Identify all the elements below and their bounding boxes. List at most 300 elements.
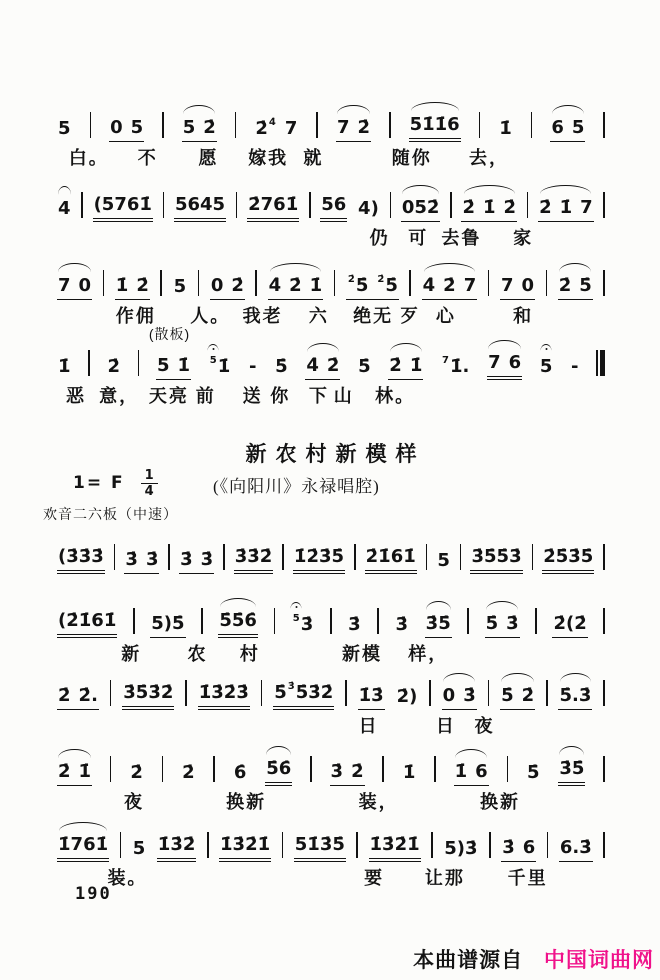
song2-title: 新农村新模样 <box>245 443 426 466</box>
note: 2̇ <box>365 546 379 567</box>
note: 7 <box>114 194 127 215</box>
note: 0 <box>401 197 415 218</box>
note: 7 <box>580 197 593 218</box>
note: 2̇ <box>58 761 71 782</box>
note: 3̇ <box>211 682 224 703</box>
note: 4 <box>200 194 213 215</box>
note: 6̇ <box>244 610 257 631</box>
note: 6 <box>508 352 522 373</box>
note: 1̇ <box>499 118 512 139</box>
barline <box>546 270 548 296</box>
note: ) <box>370 198 379 219</box>
note: 5 <box>294 834 308 855</box>
beam-group <box>336 116 371 142</box>
note-group <box>346 274 399 300</box>
beam-group <box>157 833 197 862</box>
beam-group <box>254 117 298 142</box>
barline <box>282 544 284 570</box>
note-group <box>454 760 489 786</box>
note-group <box>174 193 226 222</box>
beam-group <box>357 197 380 222</box>
note: 4 <box>358 198 371 219</box>
note: 2̇ <box>326 355 340 376</box>
final-barline <box>596 350 605 376</box>
note-group <box>542 545 594 574</box>
barline <box>603 832 605 858</box>
lyric-syllable: 换新 <box>226 792 267 812</box>
note-group <box>395 613 410 638</box>
beam-group <box>552 612 587 638</box>
note-group <box>234 545 274 574</box>
lyric-syllable: 家 <box>513 228 534 248</box>
note-group <box>294 833 346 862</box>
grace-note: 4̇ <box>268 117 276 128</box>
note: 5̇ <box>385 275 398 296</box>
note-group <box>129 761 144 786</box>
note: 5 <box>212 194 226 215</box>
note: 5 <box>130 117 144 138</box>
note: 5̇ <box>331 546 345 567</box>
lyric-syllable: 和 <box>513 306 534 326</box>
beam-group <box>539 355 554 380</box>
music-line <box>55 108 607 182</box>
note: 2̇ <box>306 546 319 567</box>
beam-group <box>461 196 517 222</box>
note: 2̇ <box>182 762 195 783</box>
notation-row <box>55 540 607 574</box>
note-group <box>210 274 245 300</box>
note: 2̇ <box>182 834 196 855</box>
note: 1̇ <box>293 546 307 567</box>
barline <box>603 756 605 782</box>
note: 6̇ <box>278 758 292 779</box>
note: 6 <box>126 194 140 215</box>
beam-group <box>294 833 346 862</box>
note: 3̇ <box>234 546 248 567</box>
note: 3̇ <box>66 546 79 567</box>
note-group <box>57 355 72 380</box>
beam-group <box>388 354 423 380</box>
barline <box>162 756 164 782</box>
note: 6 <box>447 114 460 135</box>
watermark-prefix: 本曲谱源自 <box>413 949 524 972</box>
note: 2̇ <box>389 355 402 376</box>
lyric-syllable: 可 <box>408 228 429 248</box>
note: 1̇ <box>285 194 299 215</box>
lyrics-row <box>55 640 607 666</box>
note: 3̇ <box>170 834 183 855</box>
lyric-syllable: 千里 <box>507 868 548 888</box>
beam-group <box>179 548 214 574</box>
beam-group <box>124 548 159 574</box>
note-group <box>150 612 185 638</box>
note-group <box>401 196 441 222</box>
note: 3̇ <box>236 682 249 703</box>
note: 4̇ <box>306 355 319 376</box>
note: 5 <box>571 117 585 138</box>
barline <box>431 832 433 858</box>
note: 2̇ <box>58 685 71 706</box>
note: 5̇ <box>579 275 592 296</box>
barline <box>138 350 140 376</box>
note: 5 <box>409 114 423 135</box>
barline <box>110 680 112 706</box>
note: 0 <box>521 275 534 296</box>
note: 2̇ <box>558 275 572 296</box>
barline <box>390 192 392 218</box>
note: 2̇ <box>357 117 370 138</box>
note: . <box>462 356 470 377</box>
beam-group <box>401 196 441 222</box>
music-line <box>55 188 607 262</box>
note: 1̇ <box>78 761 92 782</box>
beam-group <box>558 684 592 710</box>
barline <box>535 608 537 634</box>
beam-group <box>485 612 520 638</box>
beam-group <box>440 355 470 380</box>
barline <box>201 608 203 634</box>
note: 2̇ <box>521 685 535 706</box>
barline <box>489 832 491 858</box>
lyric-syllable: 要 <box>364 868 385 888</box>
note: 2̇ <box>107 356 121 377</box>
note-group <box>409 113 461 142</box>
barline <box>236 192 238 218</box>
lyric-syllable: 去鲁 <box>441 228 482 248</box>
note: 2̇ <box>443 275 456 296</box>
note: 5 <box>540 356 553 378</box>
note: 1̇ <box>115 275 129 296</box>
note: 2̇ <box>259 546 273 567</box>
lyrics-row <box>55 302 607 328</box>
note-group <box>558 274 593 300</box>
barline <box>255 270 257 296</box>
note: 7 <box>336 117 350 138</box>
beam-group <box>57 545 105 574</box>
beam-group <box>558 274 593 300</box>
note-group <box>369 833 421 862</box>
note: 5 <box>174 194 188 215</box>
note: 1̇ <box>559 197 573 218</box>
note: 6 <box>522 837 536 858</box>
barline <box>133 608 135 634</box>
lyric-syllable: 绝无 <box>353 306 394 326</box>
music-line <box>55 828 607 902</box>
tempo-annotation: (散板) <box>148 326 191 342</box>
beam-group <box>233 761 248 786</box>
note: 7 <box>58 275 71 296</box>
barline <box>261 680 263 706</box>
lyric-syllable: 嫁我 <box>248 148 289 168</box>
note: 6 <box>390 546 404 567</box>
watermark <box>413 944 654 974</box>
note: 1̇ <box>257 834 271 855</box>
note: 3̇ <box>395 614 409 635</box>
note-group <box>57 760 92 786</box>
lyric-syllable: 心 <box>435 306 456 326</box>
barline <box>114 544 116 570</box>
beam-group <box>107 355 122 380</box>
time-signature-numerator: 1 <box>141 469 158 484</box>
beam-group <box>208 355 232 380</box>
note: 5̇ <box>135 682 149 703</box>
beam-group <box>369 833 421 862</box>
note: 1̇ <box>409 355 423 376</box>
barline <box>603 680 605 706</box>
note: 7 <box>70 834 84 855</box>
beam-group <box>526 761 541 786</box>
note: 1̇ <box>177 355 191 376</box>
barline <box>162 112 164 138</box>
beam-group <box>247 193 299 222</box>
note-group <box>365 545 417 574</box>
note-group <box>233 761 248 786</box>
barline <box>426 544 428 570</box>
beam-group <box>198 681 250 710</box>
note: 2̇ <box>130 762 143 783</box>
beam-group <box>357 355 372 380</box>
lyric-syllable: 人。 <box>190 306 231 326</box>
beam-group <box>93 193 153 222</box>
barline <box>330 608 332 634</box>
beam-group <box>57 684 99 710</box>
barline <box>429 680 431 706</box>
note: 5̇ <box>231 610 245 631</box>
lyric-syllable: 歹 <box>400 306 420 326</box>
note-group <box>265 757 292 786</box>
beam-group <box>422 274 478 300</box>
beam-group <box>150 612 185 638</box>
note-group <box>498 117 513 142</box>
beam-group <box>436 549 451 574</box>
note: 3̇ <box>371 685 384 706</box>
note: 3̇ <box>91 546 104 567</box>
barline <box>479 112 481 138</box>
note: 3̇ <box>382 834 395 855</box>
lyric-syllable: 白。 <box>68 148 109 168</box>
note: 3̇ <box>232 834 246 855</box>
notation-row <box>55 108 607 142</box>
note: 5̇ <box>274 682 287 703</box>
beam-group <box>132 837 147 862</box>
lyric-syllable: 我老 <box>242 306 283 326</box>
note: 5̇ <box>580 546 594 567</box>
beam-group <box>550 116 585 142</box>
notation-row <box>55 346 607 380</box>
beam-group <box>454 760 489 786</box>
note-group <box>219 833 271 862</box>
grace-note: 5 <box>293 614 300 624</box>
barline <box>110 756 112 782</box>
note: ) <box>163 613 172 634</box>
note-group <box>57 197 72 222</box>
note: 2̇ <box>289 275 302 296</box>
note: 6 <box>559 837 573 858</box>
barline <box>450 192 452 218</box>
note-group <box>291 613 315 638</box>
barline <box>185 680 187 706</box>
note: 2̇ <box>245 834 258 855</box>
note: 1̇ <box>450 356 463 377</box>
lyrics-row <box>55 224 607 250</box>
lyric-syllable: 下 <box>308 386 329 406</box>
note: 1̇ <box>407 834 420 855</box>
note-group <box>57 117 72 142</box>
note-group <box>57 274 92 300</box>
note: 2̇ <box>203 117 216 138</box>
barline <box>88 350 90 376</box>
barline <box>90 112 92 138</box>
note: 1̇ <box>369 834 383 855</box>
note: 5 <box>157 355 170 376</box>
note: 2̇ <box>351 761 364 782</box>
lyric-syllable: 村 <box>239 644 260 664</box>
barline <box>309 192 311 218</box>
lyric-syllable: 样， <box>408 644 449 664</box>
barline <box>507 756 509 782</box>
note-group <box>156 354 191 380</box>
barline <box>168 544 170 570</box>
note: 6 <box>333 194 347 215</box>
note: 5 <box>151 613 164 634</box>
note: 2̇ <box>248 194 261 215</box>
beam-group <box>57 833 109 862</box>
barline <box>488 680 490 706</box>
note: 1̇ <box>95 834 109 855</box>
lyric-syllable: 就 <box>303 148 324 168</box>
lyric-syllable: 夜 <box>474 716 495 736</box>
beam-group <box>210 274 245 300</box>
beam-group <box>218 609 258 638</box>
note: 5 <box>58 118 71 139</box>
lyrics-row <box>55 864 607 890</box>
fermata-icon <box>208 344 219 351</box>
note: 2̇ <box>574 613 587 634</box>
note-group <box>570 355 579 380</box>
lyric-syllable: 作佣 <box>115 306 156 326</box>
lyric-syllable: 夜 <box>124 792 144 812</box>
note: 2̇ <box>394 834 408 855</box>
note: . <box>572 837 580 858</box>
song2-tempo-marking: 欢音二六板（中速） <box>43 506 178 522</box>
note: - <box>571 356 579 377</box>
note: 6 <box>475 761 488 782</box>
beam-group <box>156 354 191 380</box>
beam-group <box>57 117 72 142</box>
note-group <box>487 351 522 380</box>
note: 6 <box>551 117 564 138</box>
barline <box>334 270 336 296</box>
note: 6 <box>187 194 201 215</box>
note: 3̇ <box>78 546 92 567</box>
note: 2̇ <box>223 682 237 703</box>
beam-group <box>570 355 579 380</box>
barline <box>460 544 462 570</box>
note: 4̇ <box>268 275 282 296</box>
note-group <box>254 117 298 142</box>
notation-row <box>55 188 607 222</box>
beam-group <box>347 613 362 638</box>
note: 1̇ <box>103 610 117 631</box>
note-group <box>57 833 109 862</box>
barline <box>546 680 548 706</box>
final-barline-thin <box>596 350 598 376</box>
note: 1̇ <box>157 834 171 855</box>
music-line <box>55 540 607 614</box>
note: 3̇ <box>471 546 485 567</box>
note-group <box>57 609 117 638</box>
barline <box>223 544 225 570</box>
note: 5̇ <box>171 613 185 634</box>
beam-group <box>425 612 452 638</box>
notation-row <box>55 752 607 786</box>
beam-group <box>498 117 513 142</box>
note-group <box>440 355 470 380</box>
note: - <box>248 356 257 377</box>
note: 3̇ <box>568 546 581 567</box>
beam-group <box>402 761 417 786</box>
note: 7 <box>463 275 477 296</box>
note: 3̇ <box>509 546 522 567</box>
beam-group <box>115 274 150 300</box>
note-group <box>357 355 372 380</box>
beam-group <box>409 113 461 142</box>
watermark-brand: 中国词曲网 <box>544 949 654 972</box>
fermata-icon <box>541 344 552 351</box>
lyric-syllable: 新模 <box>342 644 383 664</box>
note: ) <box>456 838 466 859</box>
note: 3̇ <box>200 549 214 570</box>
note: 0 <box>210 275 224 296</box>
note: 2̇ <box>78 685 92 706</box>
barline <box>316 112 318 138</box>
beam-group <box>182 116 217 142</box>
beam-group <box>265 757 292 786</box>
note: 5 <box>437 550 450 571</box>
note-group <box>550 116 585 142</box>
music-line <box>55 266 607 340</box>
note-group <box>274 355 289 380</box>
note-group <box>559 836 593 862</box>
lyric-syllable: 新 <box>121 644 142 664</box>
note-group <box>358 684 385 710</box>
note-group <box>500 274 535 300</box>
note: 5̇ <box>559 685 573 706</box>
note: 5̇ <box>484 546 497 567</box>
note: 2̇ <box>255 118 268 139</box>
barline <box>213 756 215 782</box>
grace-note: 3̇ <box>287 681 295 692</box>
note-group <box>330 760 365 786</box>
note-group <box>132 837 147 862</box>
page-number: 190 <box>75 884 112 904</box>
lyric-syllable: 装。 <box>107 868 148 888</box>
beam-group <box>219 833 271 862</box>
lyric-syllable: 不 <box>137 148 158 168</box>
barline <box>81 192 83 218</box>
note-group <box>268 274 324 300</box>
note: 1̇ <box>402 762 416 783</box>
note: 1̇ <box>434 114 448 135</box>
barline <box>382 756 384 782</box>
note: 7 <box>500 275 514 296</box>
note: 2̇ <box>231 275 244 296</box>
note-group <box>107 355 122 380</box>
lyrics-row <box>55 788 607 814</box>
time-signature <box>141 469 158 498</box>
note-group <box>538 196 594 222</box>
barline <box>274 608 276 634</box>
